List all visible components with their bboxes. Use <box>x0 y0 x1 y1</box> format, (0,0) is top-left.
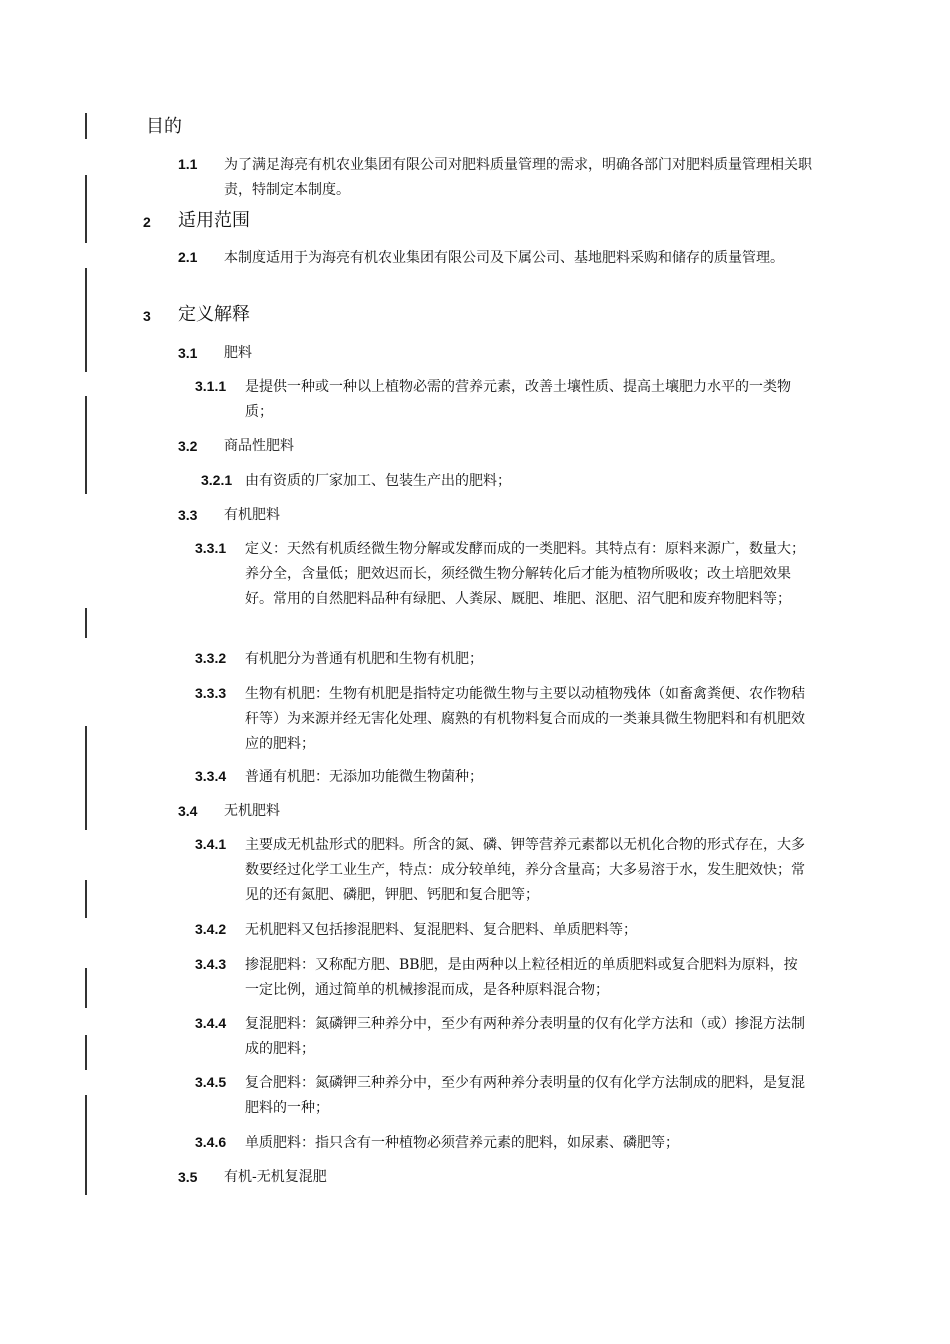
section-1-title: 目的 <box>146 116 182 137</box>
para-text: 掺混肥料：又称配方肥、BB肥，是由两种以上粒径相近的单质肥料或复合肥料为原料，按一定比例，通过简单的机械掺混而成，是各种原料混合物； <box>245 957 798 998</box>
section-title: 适用范围 <box>178 210 250 231</box>
section-2-heading <box>0 208 950 236</box>
para-number: 3.4.3 <box>195 956 227 972</box>
para-text: 有机肥分为普通有机肥和生物有机肥； <box>245 651 483 667</box>
section-title: 定义解释 <box>178 304 250 325</box>
subsection-title: 肥料 <box>224 345 252 361</box>
para-text: 定义：天然有机质经微生物分解或发酵而成的一类肥料。其特点有：原料来源广，数量大；养分全，含量低；肥效迟而长，须经微生物分解转化后才能为植物所吸收；改土培肥效果好。常用的自然肥料品种有绿肥、人粪尿、厩肥、堆肥、沤肥、沼气肥和废弃物肥料等； <box>245 541 805 607</box>
para-number: 3.4.1 <box>195 836 227 852</box>
subsection-title: 无机肥料 <box>224 803 280 819</box>
revision-bar <box>85 968 87 1008</box>
subsection-number: 3.5 <box>178 1169 198 1185</box>
revision-bar <box>85 726 87 830</box>
section-3-heading <box>0 302 950 330</box>
para-text: 本制度适用于为海亮有机农业集团有限公司及下属公司、基地肥料采购和储存的质量管理。 <box>224 250 784 266</box>
subsection-number: 3.4 <box>178 803 198 819</box>
para-text: 无机肥料又包括掺混肥料、复混肥料、复合肥料、单质肥料等； <box>245 922 637 938</box>
para-number: 3.3.1 <box>195 540 227 556</box>
para-text: 普通有机肥：无添加功能微生物菌种； <box>245 769 483 785</box>
subsection-title: 商品性肥料 <box>224 438 294 454</box>
para-number: 2.1 <box>178 249 198 265</box>
revision-bar <box>85 396 87 494</box>
section-number: 2 <box>143 214 151 230</box>
subsection-number: 3.3 <box>178 507 198 523</box>
para-number: 3.3.4 <box>195 768 227 784</box>
para-text: 是提供一种或一种以上植物必需的营养元素，改善土壤性质、提高土壤肥力水平的一类物质； <box>245 379 791 420</box>
para-number: 3.4.5 <box>195 1074 227 1090</box>
para-text: 复混肥料：氮磷钾三种养分中，至少有两种养分表明量的仅有化学方法和（或）掺混方法制成的肥料； <box>245 1016 805 1057</box>
para-number: 3.2.1 <box>201 472 233 488</box>
para-number: 3.4.4 <box>195 1015 227 1031</box>
para-text: 为了满足海亮有机农业集团有限公司对肥料质量管理的需求，明确各部门对肥料质量管理相关职责，特制定本制度。 <box>224 157 812 198</box>
revision-bar <box>85 1035 87 1070</box>
para-number: 3.3.2 <box>195 650 227 666</box>
section-number: 3 <box>143 308 151 324</box>
para-number: 3.4.6 <box>195 1134 227 1150</box>
para-text: 生物有机肥：生物有机肥是指特定功能微生物与主要以动植物残体（如畜禽粪便、农作物秸秆等）为来源并经无害化处理、腐熟的有机物料复合而成的一类兼具微生物肥料和有机肥效应的肥料； <box>245 686 805 752</box>
para-number: 3.4.2 <box>195 921 227 937</box>
para-text: 主要成无机盐形式的肥料。所含的氮、磷、钾等营养元素都以无机化合物的形式存在，大多数要经过化学工业生产，特点：成分较单纯，养分含量高；大多易溶于水，发生肥效快；常见的还有氮肥、磷肥，钾肥、钙肥和复合肥等； <box>245 837 805 903</box>
para-number: 3.3.3 <box>195 685 227 701</box>
para-number: 3.1.1 <box>195 378 227 394</box>
revision-bar <box>85 880 87 918</box>
para-text: 单质肥料：指只含有一种植物必须营养元素的肥料，如尿素、磷肥等； <box>245 1135 679 1151</box>
revision-bar <box>85 608 87 638</box>
subsection-title: 有机-无机复混肥 <box>224 1169 327 1185</box>
revision-bar <box>85 113 87 139</box>
subsection-title: 有机肥料 <box>224 507 280 523</box>
revision-bar <box>85 1095 87 1195</box>
para-number: 1.1 <box>178 156 198 172</box>
para-text: 由有资质的厂家加工、包装生产出的肥料； <box>245 473 511 489</box>
para-text: 复合肥料：氮磷钾三种养分中，至少有两种养分表明量的仅有化学方法制成的肥料，是复混肥料的一种； <box>245 1075 805 1116</box>
subsection-number: 3.2 <box>178 438 198 454</box>
subsection-number: 3.1 <box>178 345 198 361</box>
